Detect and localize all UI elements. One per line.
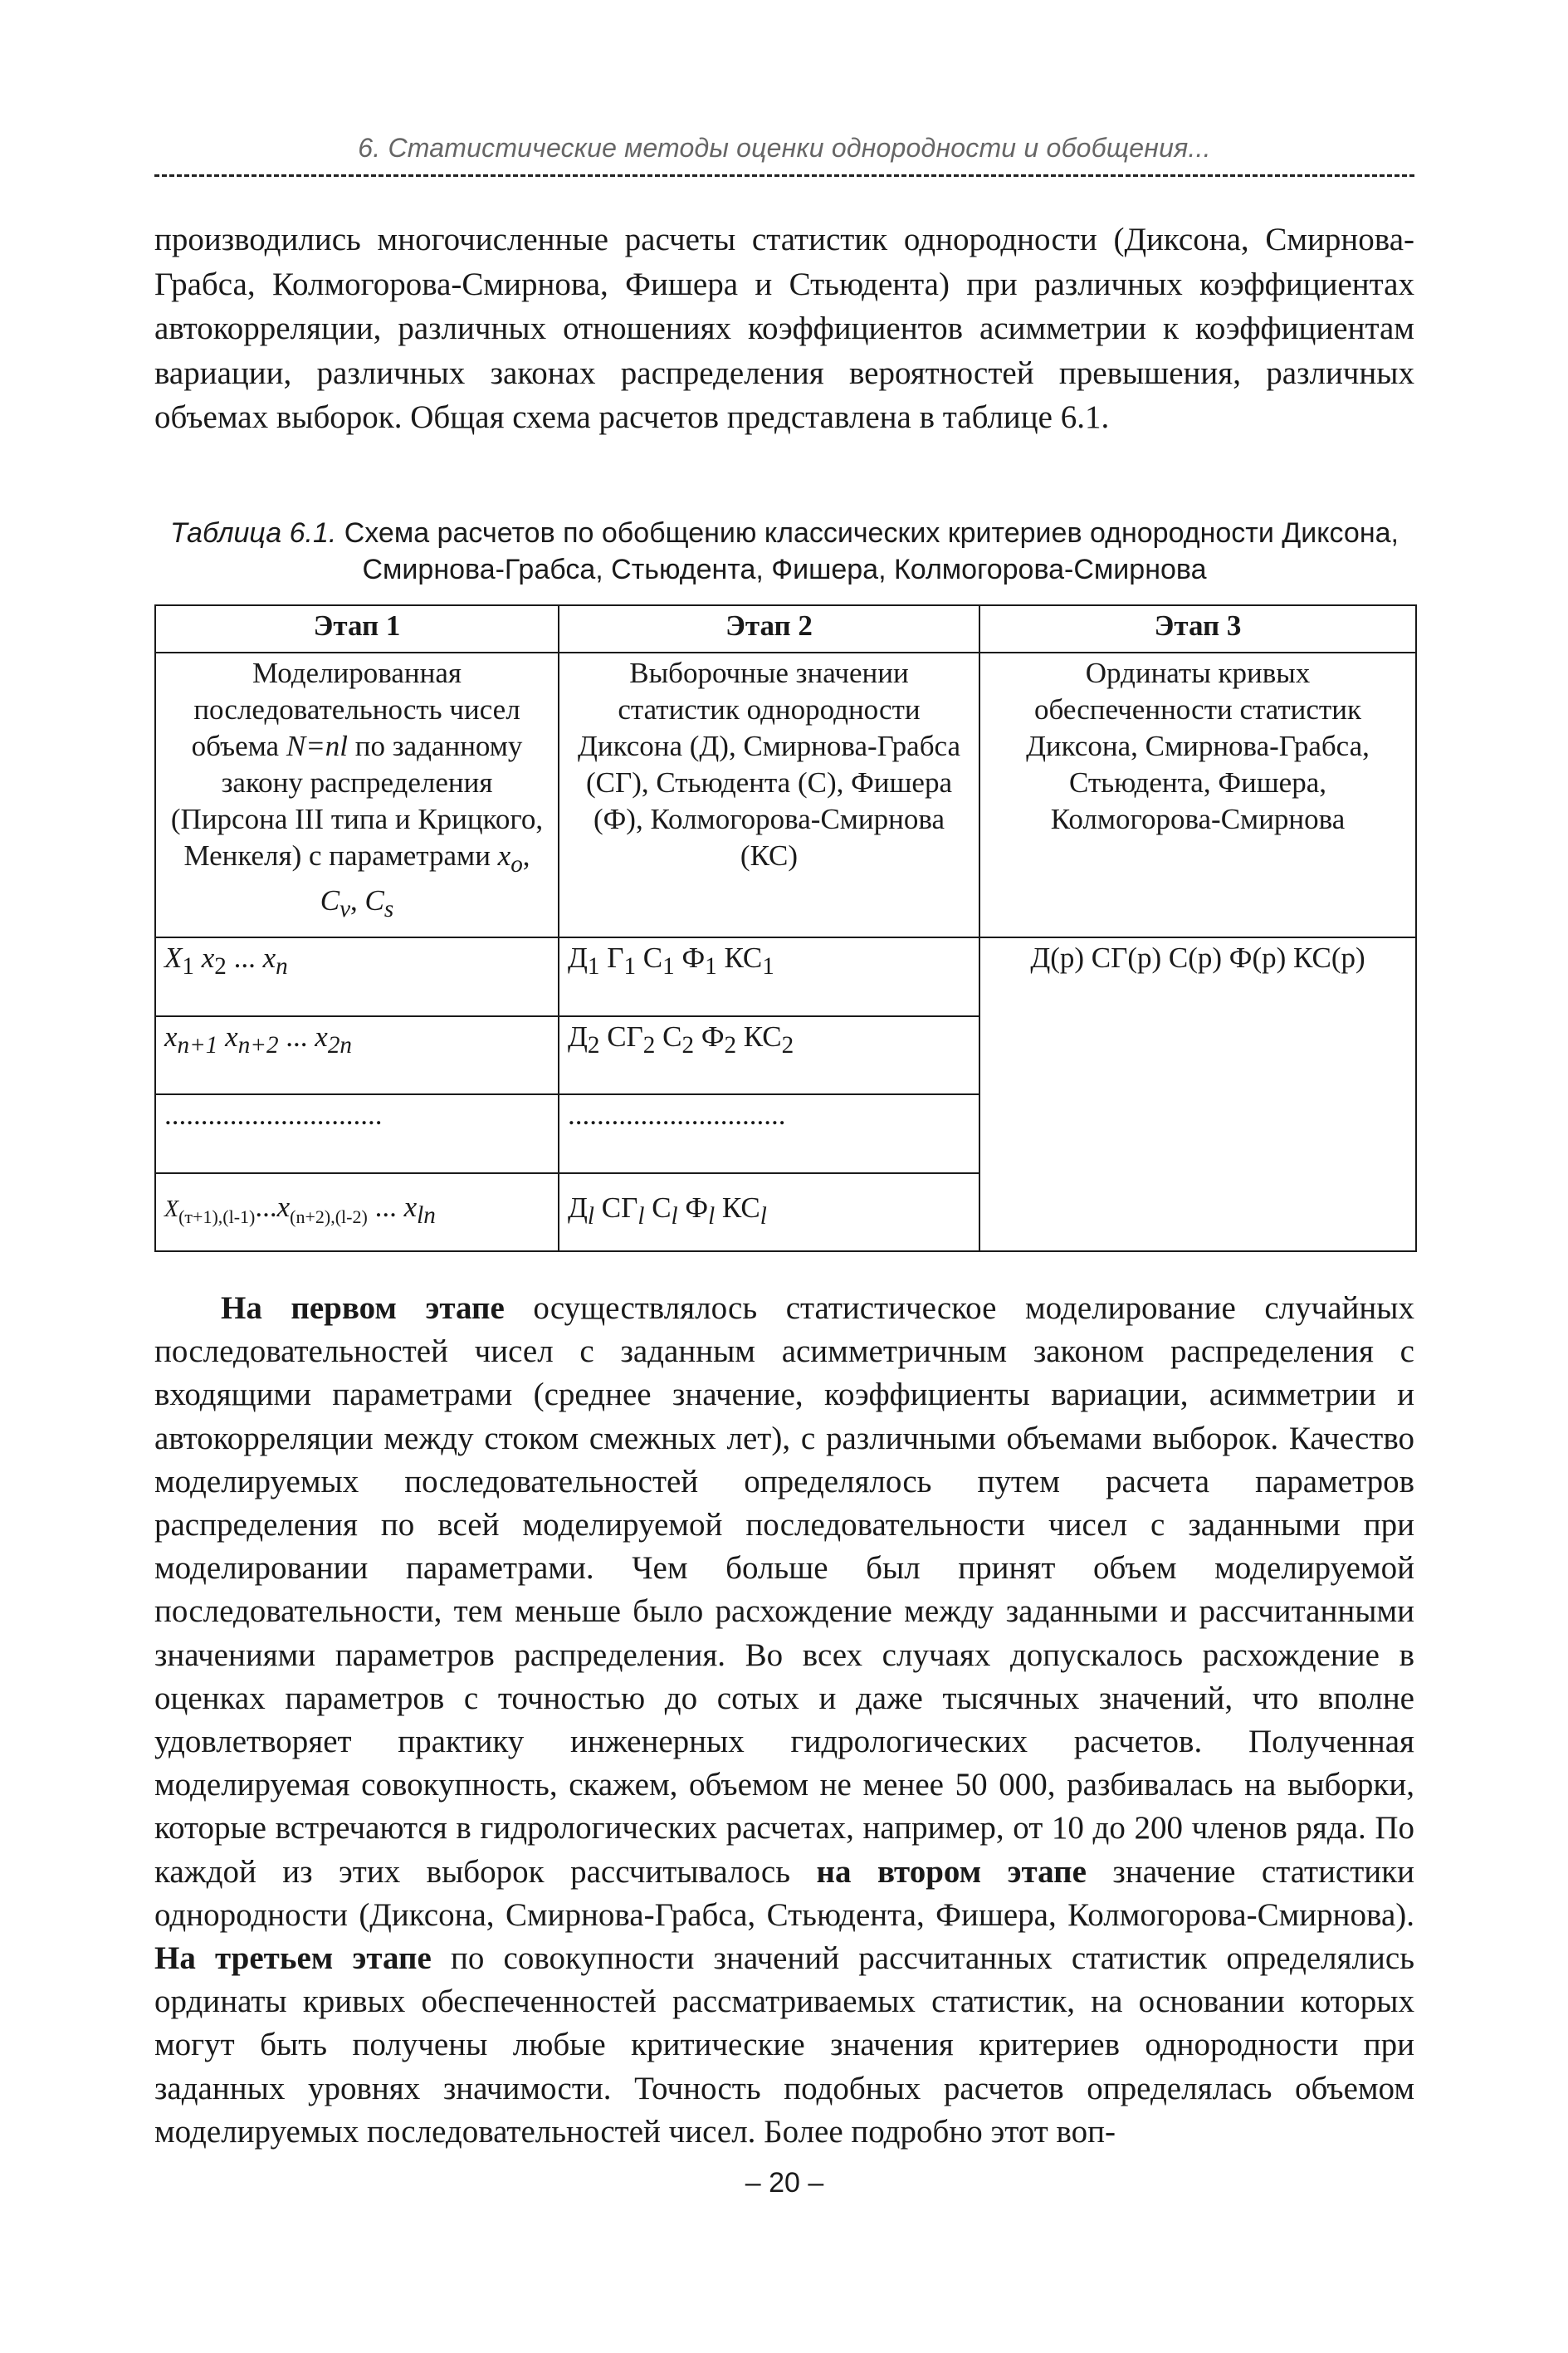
sample-l-statistics: $Д_l$ $СГ_l$ $С_l$ $Ф_l$ $КС_l$ <box>559 1173 979 1251</box>
calculation-scheme-table <box>154 604 1417 1252</box>
sample-2-statistics: $Д_2$ $СГ_2$ $С_2$ $Ф_2$ $КС_2$ <box>559 1016 979 1094</box>
ellipsis-right: .............................. <box>559 1094 979 1172</box>
stage-1-description: Моделированная последовательность чисел объема N=nl по заданному закону распределения (Пирсона III типа и Крицкого, Менкеля) с параметрами $x_o$, $C_v$, $C_s$ <box>155 653 559 937</box>
sample-l-values: $X_{(т+1),(l-1)}...x_{(n+2),(l-2)}$ ... $x_{ln}$ <box>155 1173 559 1251</box>
caption-text: Схема расчетов по обобщению классических критериев однородности Диксона, Смирнова-Грабса, Стьюдента, Фишера, Колмогорова-Смирнова <box>336 517 1399 585</box>
stage-3-description: Ординаты кривых обеспеченности статистик Диксона, Смирнова-Грабса, Стьюдента, Фишера, Колмогорова-Смирнова <box>979 653 1416 937</box>
table-caption <box>154 515 1414 588</box>
intro-paragraph: производились многочисленные расчеты статистик однородности (Диксона, Смирнова-Грабса, Колмогорова-Смирнова, Фишера и Стьюдента) при различных коэффициентах автокорреляции, различных отношениях коэффициентов асимметрии к коэффициентам вариации, различных законах распределения вероятностей превышения, различных объемах выборок. Общая схема расчетов представлена в таблице 6.1. <box>154 222 1414 435</box>
sample-1-values: $X_1$ $x_2$ ... $x_n$ <box>155 937 559 1015</box>
method-paragraph: На первом этапе осуществлялось статистическое моделирование случайных последовательностей чисел с заданным асимметричным законом распределения с входящими параметрами (среднее значение, коэффициенты вариации, асимметрии и автокорреляции между стоком смежных лет), с различными объемами выборок. Качество моделируемых последовательностей определялось путем расчета параметров распределения по всей моделируемой последовательности чисел с заданными при моделировании параметрами. Чем больше был принят объем моделируемой последовательности, тем меньше было расхождение между заданными и рассчитанными значениями параметров распределения. Во всех случаях допускалось расхождение в оценках параметров с точностью до сотых и даже тысячных значений, что вполне удовлетворяет практику инженерных гидрологических расчетов. Полученная моделируемая совокупность, скажем, объемом не менее 50 000, разбивалась на выборки, которые встречаются в гидрологических расчетах, например, от 10 до 200 членов ряда. По каждой из этих выборок рассчитывалось на втором этапе значение статистики однородности (Диксона, Смирнова-Грабса, Стьюдента, Фишера, Колмогорова-Смирнова). На третьем этапе по совокупности значений рассчитанных статистик определялись ординаты кривых обеспеченностей рассматриваемых статистик, на основании которых могут быть получены любые критические значения критериев однородности при заданных уровнях значимости. Точность подобных расчетов определялась объемом моделируемых последовательностей чисел. Более подробно этот воп- <box>154 1290 1414 2150</box>
stage-2-description: Выборочные значении статистик однородности Диксона (Д), Смирнова-Грабса (СГ), Стьюдента (С), Фишера (Ф), Колмогорова-Смирнова (КС) <box>559 653 979 937</box>
page-number: – 20 – <box>745 2167 824 2199</box>
header-stage-2: Этап 2 <box>559 605 979 653</box>
header-stage-3: Этап 3 <box>979 605 1416 653</box>
caption-label: Таблица 6.1. <box>170 517 337 549</box>
stage-3-result: Д(р) СГ(р) С(р) Ф(р) КС(р) <box>979 937 1416 1251</box>
header-divider <box>154 174 1414 177</box>
sample-1-statistics: $Д_1$ $Г_1$ $С_1$ $Ф_1$ $КС_1$ <box>559 937 979 1015</box>
running-head: 6. Статистические методы оценки однородности и обобщения... <box>358 133 1211 163</box>
sample-2-values: $x_{n+1}$ $x_{n+2}$ ... $x_{2n}$ <box>155 1016 559 1094</box>
header-stage-1: Этап 1 <box>155 605 559 653</box>
table-description-row <box>155 653 1416 937</box>
table-header-row <box>155 605 1416 653</box>
table-row <box>155 937 1416 1015</box>
ellipsis-left: .............................. <box>155 1094 559 1172</box>
